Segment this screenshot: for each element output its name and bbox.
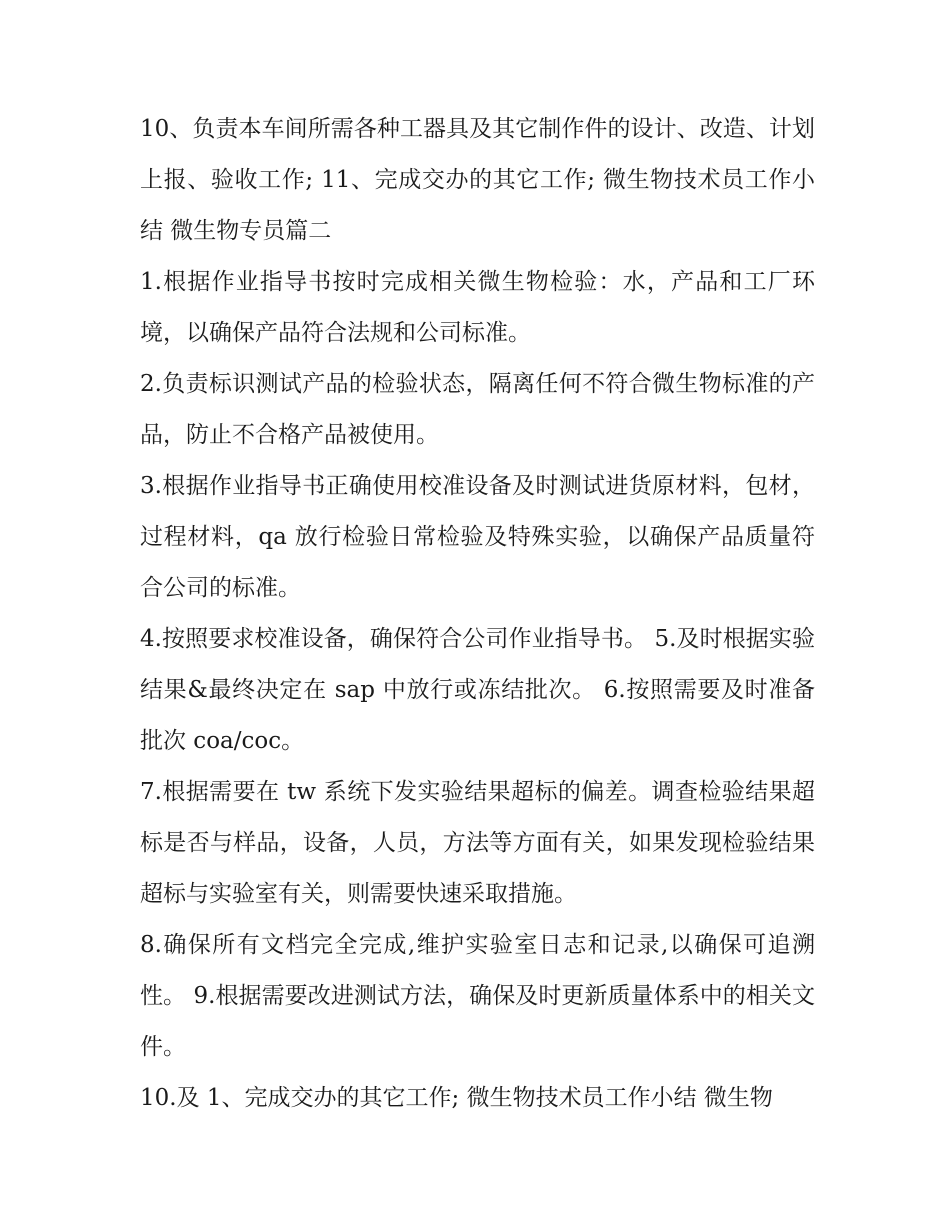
paragraph-2: 1.根据作业指导书按时完成相关微生物检验：水，产品和工厂环境，以确保产品符合法规和公司标准。 (140, 269, 815, 346)
paragraph-6: 7.根据需要在 tw 系统下发实验结果超标的偏差。调查检验结果超标是否与样品，设备，人员，方法等方面有关，如果发现检验结果超标与实验室有关，则需要快速采取措施。 (140, 779, 815, 907)
paragraph-7: 8.确保所有文档完全完成,维护实验室日志和记录,以确保可追溯性。 9.根据需要改进测试方法，确保及时更新质量体系中的相关文件。 (140, 932, 815, 1060)
paragraph-4: 3.根据作业指导书正确使用校准设备及时测试进货原材料，包材，过程材料，qa 放行检验日常检验及特殊实验，以确保产品质量符合公司的标准。 (140, 473, 815, 601)
paragraph-8: 10.及 1、完成交办的其它工作; 微生物技术员工作小结 微生物 (140, 1085, 773, 1111)
paragraph-3: 2.负责标识测试产品的检验状态，隔离任何不符合微生物标准的产品，防止不合格产品被使用。 (140, 371, 815, 448)
paragraph-1: 10、负责本车间所需各种工器具及其它制作件的设计、改造、计划上报、验收工作; 11、完成交办的其它工作; 微生物技术员工作小结 微生物专员篇二 (140, 116, 815, 244)
document-body (140, 104, 815, 1124)
paragraph-5: 4.按照要求校准设备，确保符合公司作业指导书。 5.及时根据实验结果&最终决定在 sap 中放行或冻结批次。 6.按照需要及时准备批次 coa/coc。 (140, 626, 815, 754)
